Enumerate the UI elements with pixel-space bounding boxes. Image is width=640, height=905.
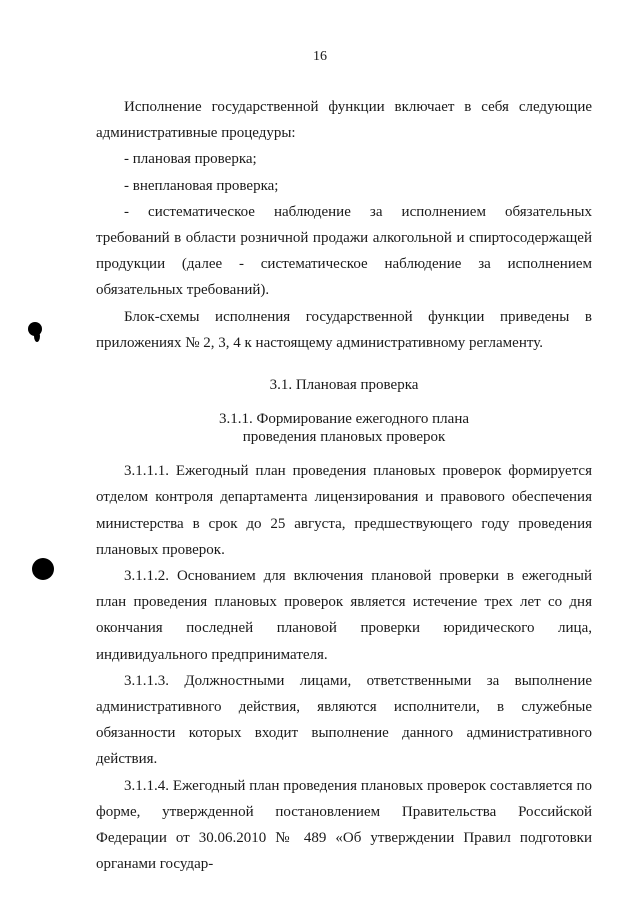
list-item-unplanned-inspection: - внеплановая проверка; [124,177,279,194]
binder-hole-mark-top-tail [34,332,40,342]
page-number: 16 [313,49,327,64]
paragraph-3-1-1-3: 3.1.1.3. Должностными лицами, ответственными за выполнение административного действия, являются исполнители, в служебные обязанности которых входит выполнение данного административного действия. [96,672,592,768]
list-item-planned-inspection: - плановая проверка; [124,151,257,168]
intro-paragraph: Исполнение государственной функции включает в себя следующие административные процедуры: [96,99,592,142]
subsection-heading-line-1: 3.1.1. Формирование ежегодного плана [218,411,470,428]
binder-hole-mark-middle [32,558,54,580]
paragraph-3-1-1-4: 3.1.1.4. Ежегодный план проведения плановых проверок составляется по форме, утвержденной постановлением Правительства Российской Федерации от 30.06.2010 № 489 «Об утверждении Правил подготовки органами государ- [96,777,592,873]
blockschemes-paragraph: Блок-схемы исполнения государственной функции приведены в приложениях № 2, 3, 4 к настоящему административному регламенту. [96,308,592,351]
subsection-heading-line-2: проведения плановых проверок [242,429,446,446]
list-item-systematic-monitoring: - систематическое наблюдение за исполнением обязательных требований в области розничной продажи алкогольной и спиртосодержащей продукции (далее - систематическое наблюдение за исполнением обязательных требований). [96,203,592,299]
paragraph-3-1-1-2: 3.1.1.2. Основанием для включения плановой проверки в ежегодный план проведения плановых проверок является истечение трех лет со дня окончания последней плановой проверки юридического лица, индивидуального предпринимателя. [96,568,592,663]
section-heading: 3.1. Плановая проверка [269,377,419,394]
page-content [96,94,592,877]
paragraph-3-1-1-1: 3.1.1.1. Ежегодный план проведения плановых проверок формируется отделом контроля департамента лицензирования и правового обеспечения министерства в срок до 25 августа, предшествующего году проведения плановых проверок. [96,463,592,558]
subsection-heading [96,410,592,446]
